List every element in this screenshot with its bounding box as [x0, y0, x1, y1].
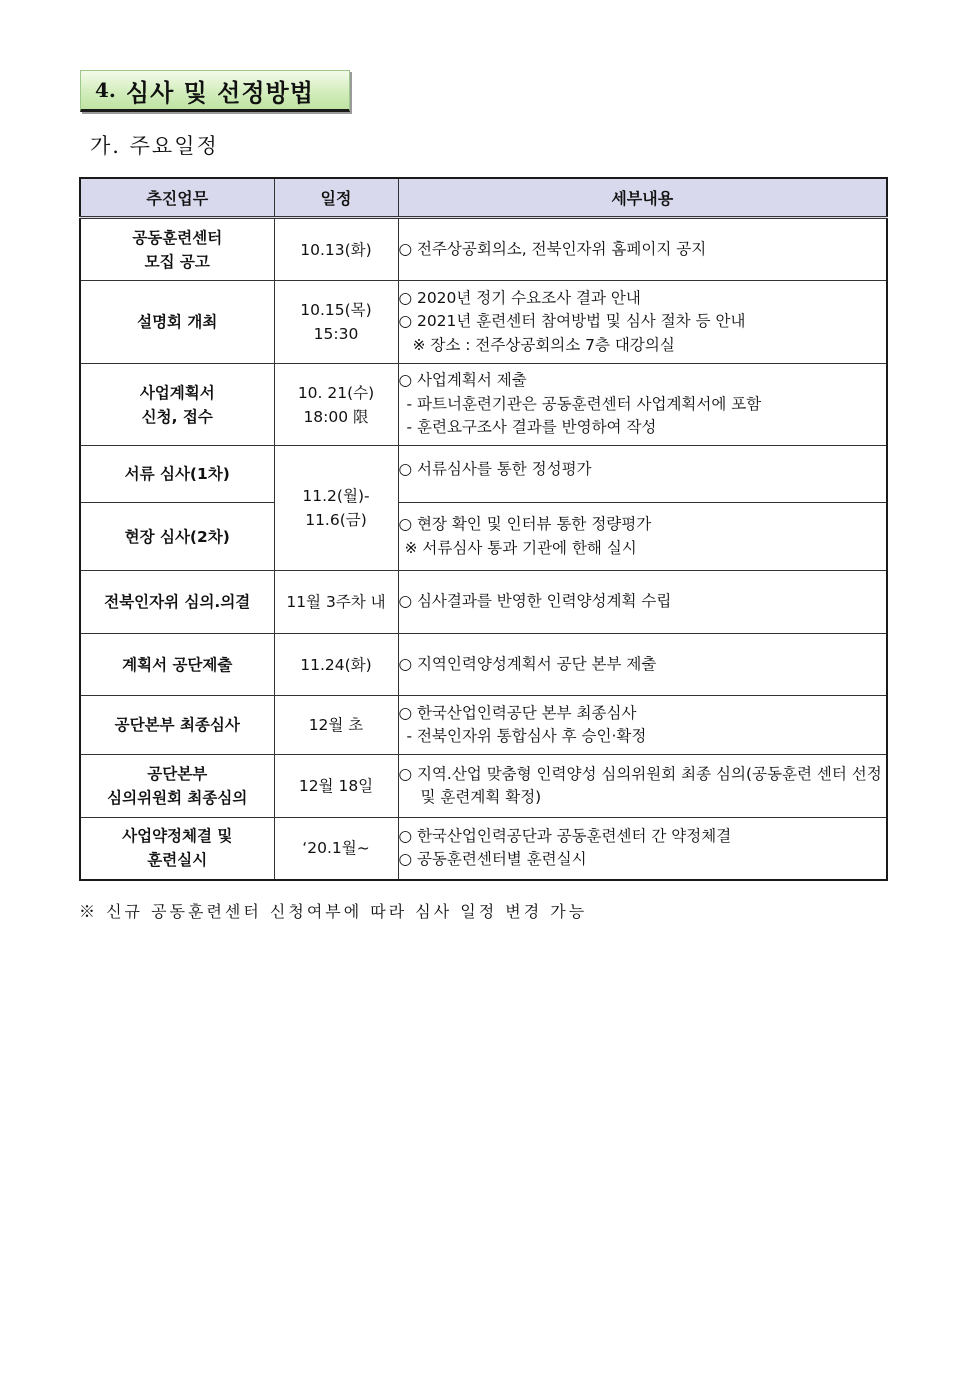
date-cell	[274, 446, 398, 571]
detail-subline: - 파트너훈련기관은 공동훈련센터 사업계획서에 포함	[406, 394, 762, 413]
detail-line: ○ 지역.산업 맞춤형 인력양성 심의위원회 최종 심의(공동훈련 센터 선정 및 훈련계획 확정)	[398, 764, 882, 806]
schedule-table	[79, 177, 888, 881]
date-cell	[274, 818, 398, 880]
task-line: 설명회 개최	[137, 313, 218, 331]
task-cell	[80, 364, 274, 446]
detail-cell	[398, 281, 887, 364]
table-row	[80, 755, 887, 818]
task-cell	[80, 446, 274, 503]
table-row	[80, 571, 887, 634]
header-task: 추진업무	[80, 178, 274, 218]
date-cell	[274, 696, 398, 755]
detail-cell	[398, 503, 887, 571]
detail-line: ○ 전주상공회의소, 전북인자위 홈페이지 공지	[398, 239, 707, 258]
detail-line: ○ 현장 확인 및 인터뷰 통한 정량평가	[398, 515, 652, 533]
date-line: 11.24(화)	[300, 655, 372, 674]
detail-line: ○ 2021년 훈련센터 참여방법 및 심사 절차 등 안내	[398, 312, 746, 331]
detail-cell	[398, 634, 887, 696]
task-line: 공단본부 최종심사	[114, 716, 240, 734]
table-row	[80, 281, 887, 364]
date-cell	[274, 755, 398, 818]
date-line: 12월 18일	[298, 777, 374, 795]
date-line: 11월 3주차 내	[286, 593, 386, 611]
section-heading	[80, 70, 350, 112]
table-row	[80, 446, 887, 503]
task-line: 신청, 접수	[141, 407, 213, 426]
date-line: 11.6(금)	[305, 511, 367, 529]
detail-cell	[398, 364, 887, 446]
detail-note: ※ 서류심사 통과 기관에 한해 실시	[404, 538, 637, 557]
table-row	[80, 634, 887, 696]
date-cell	[274, 634, 398, 696]
detail-cell	[398, 571, 887, 634]
table-row	[80, 696, 887, 755]
date-line: ‘20.1월~	[302, 839, 370, 858]
task-line: 사업계획서	[139, 383, 215, 402]
detail-cell	[398, 818, 887, 880]
date-cell	[274, 281, 398, 364]
detail-note: ※ 장소 : 전주상공회의소 7층 대강의실	[412, 335, 675, 354]
detail-line: ○ 한국산업인력공단 본부 최종심사	[398, 703, 637, 722]
date-line: 11.2(월)-	[302, 487, 370, 505]
task-cell	[80, 571, 274, 634]
detail-cell	[398, 446, 887, 503]
subsection-title: 가. 주요일정	[90, 134, 219, 158]
date-cell	[274, 218, 398, 281]
task-cell	[80, 503, 274, 571]
date-line: 10. 21(수)	[297, 383, 375, 402]
detail-cell	[398, 218, 887, 281]
date-line: 10.15(목)	[300, 301, 372, 319]
date-cell	[274, 364, 398, 446]
date-cell	[274, 571, 398, 634]
task-line: 현장 심사(2차)	[124, 527, 230, 546]
task-line: 훈련실시	[147, 851, 208, 870]
table-row	[80, 364, 887, 446]
date-line: 18:00 限	[303, 407, 369, 426]
table-header-row	[80, 178, 887, 218]
task-line: 서류 심사(1차)	[124, 465, 230, 483]
task-line: 사업약정체결 및	[122, 827, 233, 846]
detail-line: ○ 사업계획서 제출	[398, 371, 527, 390]
detail-line: ○ 서류심사를 통한 정성평가	[398, 460, 592, 478]
task-cell	[80, 755, 274, 818]
task-cell	[80, 818, 274, 880]
section-number: 4.	[95, 78, 116, 102]
table-row	[80, 503, 887, 571]
detail-line: ○ 2020년 정기 수요조사 결과 안내	[398, 288, 641, 307]
detail-line: ○ 공동훈련센터별 훈련실시	[398, 850, 587, 869]
header-details: 세부내용	[398, 178, 887, 218]
task-cell	[80, 281, 274, 364]
detail-cell	[398, 755, 887, 818]
date-line: 10.13(화)	[300, 240, 372, 259]
detail-line: ○ 심사결과를 반영한 인력양성계획 수립	[398, 592, 672, 611]
detail-line: ○ 지역인력양성계획서 공단 본부 제출	[398, 654, 657, 673]
task-cell	[80, 634, 274, 696]
task-line: 계획서 공단제출	[122, 655, 233, 674]
task-line: 공동훈련센터	[132, 228, 223, 247]
task-line: 공단본부	[147, 765, 208, 783]
footnote: ※ 신규 공동훈련센터 신청여부에 따라 심사 일정 변경 가능	[79, 902, 588, 921]
table-row	[80, 818, 887, 880]
detail-subline: - 전북인자위 통합심사 후 승인·확정	[406, 727, 647, 745]
task-line: 심의위원회 최종심의	[107, 789, 248, 807]
detail-line: ○ 한국산업인력공단과 공동훈련센터 간 약정체결	[398, 826, 732, 845]
table-row	[80, 218, 887, 281]
detail-subline: - 훈련요구조사 결과를 반영하여 작성	[406, 418, 657, 437]
task-line: 전북인자위 심의.의결	[104, 593, 251, 611]
section-title: 심사 및 선정방법	[125, 78, 314, 107]
detail-cell	[398, 696, 887, 755]
task-cell	[80, 696, 274, 755]
task-cell	[80, 218, 274, 281]
date-line: 15:30	[313, 325, 359, 343]
header-date: 일정	[274, 178, 398, 218]
date-line: 12월 초	[308, 716, 364, 734]
task-line: 모집 공고	[144, 252, 210, 271]
